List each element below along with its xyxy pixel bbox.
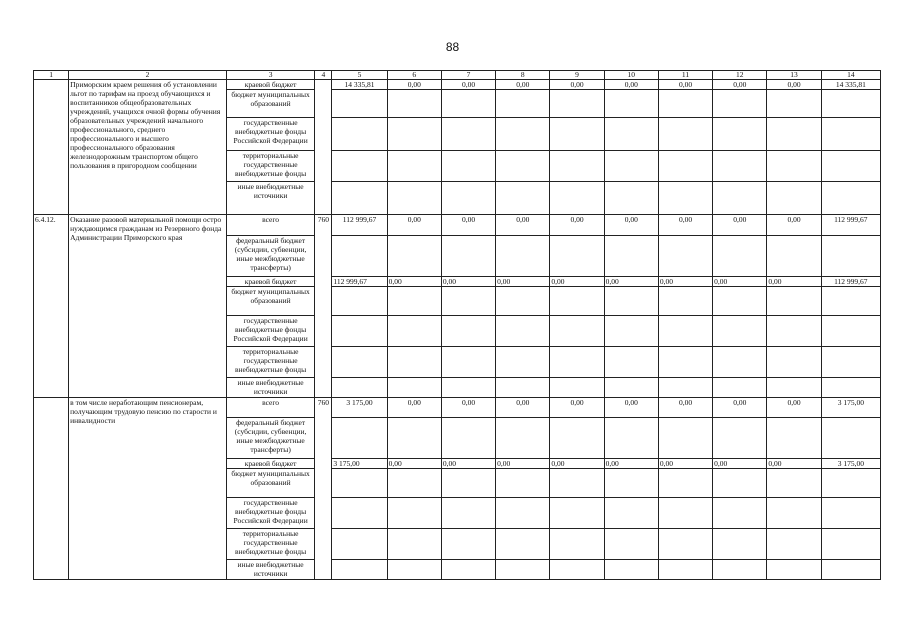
funding-source: краевой бюджет: [226, 277, 314, 287]
value-cell: [496, 469, 550, 498]
value-cell: [387, 287, 441, 316]
value-cell: [496, 90, 550, 118]
value-cell: [604, 498, 658, 529]
value-cell: 0,00: [767, 398, 821, 418]
value-cell: [441, 182, 495, 215]
row-code: [34, 80, 69, 215]
value-cell: [387, 347, 441, 378]
value-cell: [441, 90, 495, 118]
value-cell: [821, 151, 880, 182]
funding-source: территориальные государственные внебюджетные фонды: [226, 529, 314, 560]
value-cell: [658, 469, 712, 498]
funding-source: государственные внебюджетные фонды Российской Федерации: [226, 498, 314, 529]
value-cell: [658, 182, 712, 215]
value-cell: [658, 529, 712, 560]
value-cell: [550, 347, 604, 378]
value-cell: [604, 347, 658, 378]
value-cell: [387, 316, 441, 347]
value-cell: [713, 151, 767, 182]
header-cell: 14: [821, 71, 880, 80]
value-cell: [713, 560, 767, 580]
value-cell: [550, 560, 604, 580]
value-cell: [604, 418, 658, 459]
value-cell: 0,00: [713, 215, 767, 236]
value-cell: 0,00: [441, 277, 495, 287]
value-cell: [441, 347, 495, 378]
value-cell: [821, 347, 880, 378]
row-description: Приморским краем решения об установлении льгот по тарифам на проезд обучающихся и воспитанников общеобразовательных учреждений, учащихся очной формы обучения образовательных учреждений начального профессионального, среднего профессионального и высшего профессионального образования железнодорожным транспортом общего пользования в пригородном сообщении: [69, 80, 227, 215]
value-cell: 0,00: [550, 459, 604, 469]
value-cell: [496, 287, 550, 316]
value-cell: [550, 287, 604, 316]
value-cell: 0,00: [550, 398, 604, 418]
value-cell: [332, 347, 387, 378]
funding-source: бюджет муниципальных образований: [226, 287, 314, 316]
funding-source: всего: [226, 215, 314, 236]
value-cell: [821, 90, 880, 118]
value-cell: [767, 347, 821, 378]
row-code: [34, 398, 69, 580]
value-cell: [496, 151, 550, 182]
value-cell: [332, 378, 387, 398]
value-cell: [658, 151, 712, 182]
value-cell: 0,00: [604, 398, 658, 418]
value-cell: 0,00: [767, 459, 821, 469]
value-cell: 0,00: [496, 215, 550, 236]
value-cell: [821, 529, 880, 560]
value-cell: [332, 287, 387, 316]
header-cell: 11: [658, 71, 712, 80]
funding-source: иные внебюджетные источники: [226, 560, 314, 580]
value-cell: [332, 118, 387, 151]
value-cell: [441, 498, 495, 529]
value-cell: [332, 418, 387, 459]
value-cell: [550, 529, 604, 560]
value-cell: [767, 560, 821, 580]
value-cell: [496, 347, 550, 378]
row-description: Оказание разовой материальной помощи остро нуждающимся гражданам из Резервного фонда Администрации Приморского края: [69, 215, 227, 398]
value-cell: [713, 418, 767, 459]
value-cell: [496, 418, 550, 459]
value-cell: 0,00: [767, 80, 821, 90]
value-cell: [387, 151, 441, 182]
value-cell: 0,00: [713, 277, 767, 287]
value-cell: [441, 560, 495, 580]
value-cell: 3 175,00: [332, 459, 387, 469]
value-cell: [332, 560, 387, 580]
value-cell: 0,00: [496, 459, 550, 469]
value-cell: [604, 529, 658, 560]
value-cell: [713, 236, 767, 277]
header-cell: 12: [713, 71, 767, 80]
value-cell: 0,00: [713, 398, 767, 418]
value-cell: [821, 378, 880, 398]
grbs-code: 760: [315, 215, 332, 398]
value-cell: [496, 316, 550, 347]
value-cell: [821, 287, 880, 316]
value-cell: [821, 118, 880, 151]
table-row: [34, 215, 881, 236]
funding-source: бюджет муниципальных образований: [226, 469, 314, 498]
value-cell: [713, 469, 767, 498]
funding-source: федеральный бюджет (субсидии, субвенции, иные межбюджетные трансферты): [226, 236, 314, 277]
value-cell: [821, 236, 880, 277]
value-cell: 0,00: [658, 215, 712, 236]
value-cell: 0,00: [387, 277, 441, 287]
header-cell: 1: [34, 71, 69, 80]
value-cell: 0,00: [713, 459, 767, 469]
value-cell: [387, 498, 441, 529]
value-cell: 0,00: [658, 398, 712, 418]
header-cell: 2: [69, 71, 227, 80]
value-cell: [604, 316, 658, 347]
value-cell: [713, 347, 767, 378]
budget-table: [33, 70, 881, 580]
value-cell: [658, 378, 712, 398]
header-cell: 9: [550, 71, 604, 80]
funding-source: всего: [226, 398, 314, 418]
value-cell: 0,00: [496, 277, 550, 287]
value-cell: 0,00: [713, 80, 767, 90]
funding-source: иные внебюджетные источники: [226, 378, 314, 398]
value-cell: [604, 469, 658, 498]
value-cell: [604, 236, 658, 277]
value-cell: [604, 378, 658, 398]
funding-source: государственные внебюджетные фонды Российской Федерации: [226, 118, 314, 151]
header-cell: 5: [332, 71, 387, 80]
value-cell: [767, 529, 821, 560]
value-cell: [713, 118, 767, 151]
value-cell: 0,00: [604, 80, 658, 90]
value-cell: [441, 378, 495, 398]
value-cell: 0,00: [658, 277, 712, 287]
value-cell: [550, 418, 604, 459]
value-cell: [441, 469, 495, 498]
value-cell: 0,00: [387, 80, 441, 90]
value-cell: [658, 347, 712, 378]
funding-source: краевой бюджет: [226, 459, 314, 469]
value-cell: [604, 118, 658, 151]
value-cell: 3 175,00: [821, 398, 880, 418]
value-cell: [387, 118, 441, 151]
value-cell: 0,00: [387, 398, 441, 418]
value-cell: [332, 469, 387, 498]
value-cell: 112 999,67: [332, 277, 387, 287]
value-cell: [496, 498, 550, 529]
funding-source: государственные внебюджетные фонды Российской Федерации: [226, 316, 314, 347]
value-cell: [332, 498, 387, 529]
value-cell: [713, 182, 767, 215]
value-cell: [387, 378, 441, 398]
value-cell: [441, 287, 495, 316]
value-cell: 0,00: [658, 80, 712, 90]
funding-source: территориальные государственные внебюджетные фонды: [226, 347, 314, 378]
table-row: [34, 80, 881, 90]
value-cell: [550, 469, 604, 498]
value-cell: [658, 118, 712, 151]
value-cell: 14 335,81: [821, 80, 880, 90]
value-cell: 0,00: [658, 459, 712, 469]
value-cell: [658, 287, 712, 316]
value-cell: [496, 236, 550, 277]
header-cell: 8: [496, 71, 550, 80]
value-cell: [767, 151, 821, 182]
table-row: [34, 398, 881, 418]
funding-source: иные внебюджетные источники: [226, 182, 314, 215]
value-cell: [604, 560, 658, 580]
value-cell: [496, 182, 550, 215]
value-cell: 0,00: [604, 459, 658, 469]
value-cell: 0,00: [441, 80, 495, 90]
funding-source: краевой бюджет: [226, 80, 314, 90]
value-cell: [550, 498, 604, 529]
value-cell: [441, 418, 495, 459]
value-cell: 0,00: [550, 277, 604, 287]
value-cell: 0,00: [604, 215, 658, 236]
value-cell: [658, 498, 712, 529]
value-cell: 0,00: [550, 80, 604, 90]
value-cell: [332, 182, 387, 215]
value-cell: [441, 118, 495, 151]
value-cell: 0,00: [550, 215, 604, 236]
value-cell: [387, 560, 441, 580]
header-cell: 7: [441, 71, 495, 80]
value-cell: [658, 418, 712, 459]
value-cell: [821, 560, 880, 580]
value-cell: [767, 418, 821, 459]
value-cell: [604, 90, 658, 118]
value-cell: [658, 236, 712, 277]
value-cell: [821, 498, 880, 529]
page-number: 88: [445, 40, 460, 54]
value-cell: [496, 378, 550, 398]
value-cell: [821, 469, 880, 498]
value-cell: [496, 529, 550, 560]
value-cell: [387, 182, 441, 215]
value-cell: [767, 182, 821, 215]
value-cell: [550, 90, 604, 118]
funding-source: бюджет муниципальных образований: [226, 90, 314, 118]
header-cell: 10: [604, 71, 658, 80]
value-cell: [387, 469, 441, 498]
value-cell: [496, 560, 550, 580]
row-description: в том числе неработающим пенсионерам, получающим трудовую пенсию по старости и инвалидности: [69, 398, 227, 580]
value-cell: 3 175,00: [332, 398, 387, 418]
value-cell: 3 175,00: [821, 459, 880, 469]
funding-source: территориальные государственные внебюджетные фонды: [226, 151, 314, 182]
value-cell: 0,00: [441, 459, 495, 469]
value-cell: 0,00: [767, 215, 821, 236]
value-cell: [767, 118, 821, 151]
value-cell: 0,00: [604, 277, 658, 287]
value-cell: [332, 90, 387, 118]
grbs-code: [315, 80, 332, 215]
value-cell: 112 999,67: [821, 277, 880, 287]
value-cell: [550, 378, 604, 398]
value-cell: [713, 498, 767, 529]
value-cell: [441, 236, 495, 277]
value-cell: 0,00: [496, 80, 550, 90]
value-cell: [387, 418, 441, 459]
value-cell: [496, 118, 550, 151]
value-cell: [658, 316, 712, 347]
value-cell: [550, 151, 604, 182]
value-cell: 0,00: [767, 277, 821, 287]
value-cell: 112 999,67: [332, 215, 387, 236]
value-cell: [550, 316, 604, 347]
value-cell: 0,00: [496, 398, 550, 418]
value-cell: [332, 151, 387, 182]
value-cell: [387, 90, 441, 118]
header-cell: 6: [387, 71, 441, 80]
grbs-code: 760: [315, 398, 332, 580]
value-cell: [658, 90, 712, 118]
value-cell: [332, 236, 387, 277]
value-cell: 0,00: [387, 215, 441, 236]
value-cell: [441, 316, 495, 347]
value-cell: [767, 469, 821, 498]
value-cell: 0,00: [441, 215, 495, 236]
header-cell: 3: [226, 71, 314, 80]
value-cell: [713, 287, 767, 316]
value-cell: [713, 529, 767, 560]
value-cell: [713, 316, 767, 347]
value-cell: [821, 316, 880, 347]
value-cell: [604, 182, 658, 215]
funding-source: федеральный бюджет (субсидии, субвенции, иные межбюджетные трансферты): [226, 418, 314, 459]
value-cell: [767, 498, 821, 529]
value-cell: [713, 90, 767, 118]
row-code: 6.4.12.: [34, 215, 69, 398]
value-cell: 112 999,67: [821, 215, 880, 236]
header-cell: 13: [767, 71, 821, 80]
value-cell: 0,00: [441, 398, 495, 418]
value-cell: [767, 316, 821, 347]
value-cell: [387, 236, 441, 277]
value-cell: [550, 118, 604, 151]
value-cell: [767, 90, 821, 118]
value-cell: [604, 151, 658, 182]
value-cell: [767, 378, 821, 398]
value-cell: [821, 418, 880, 459]
header-row: [34, 71, 881, 80]
value-cell: 0,00: [387, 459, 441, 469]
header-cell: 4: [315, 71, 332, 80]
value-cell: [658, 560, 712, 580]
value-cell: [821, 182, 880, 215]
value-cell: [332, 316, 387, 347]
value-cell: [604, 287, 658, 316]
value-cell: [332, 529, 387, 560]
value-cell: [441, 151, 495, 182]
value-cell: [713, 378, 767, 398]
value-cell: [550, 182, 604, 215]
value-cell: [550, 236, 604, 277]
value-cell: [441, 529, 495, 560]
value-cell: [767, 287, 821, 316]
value-cell: 14 335,81: [332, 80, 387, 90]
value-cell: [767, 236, 821, 277]
value-cell: [387, 529, 441, 560]
